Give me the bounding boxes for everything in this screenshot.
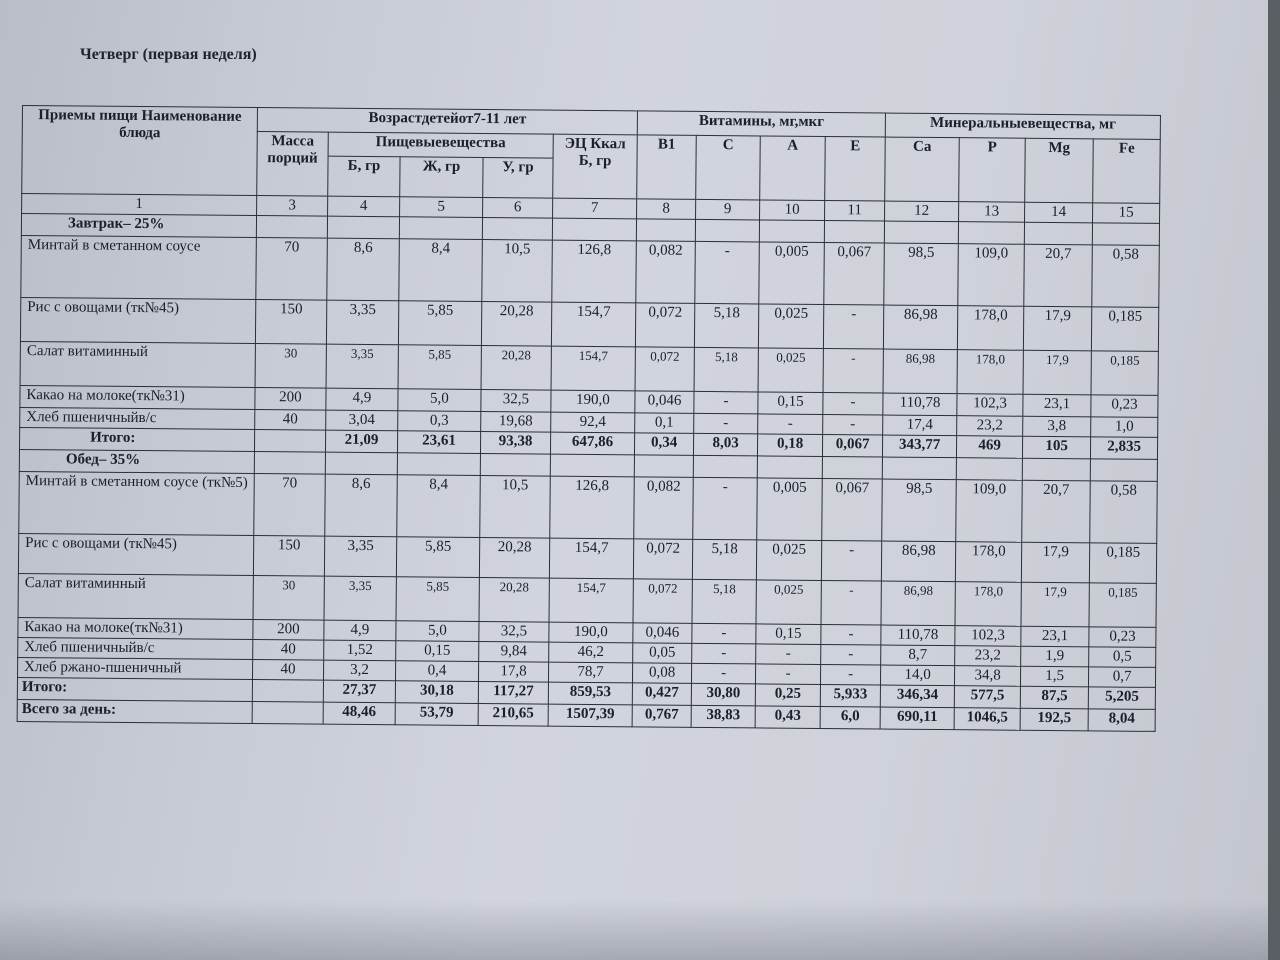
value-cell: 1,52 (324, 640, 396, 661)
dish-name: Салат витаминный (20, 341, 255, 387)
value-cell (252, 680, 323, 703)
dish-name: Минтай в сметанном соусе (21, 235, 257, 299)
empty-cell (327, 216, 399, 239)
value-cell: 200 (255, 388, 326, 411)
value-cell: 5,85 (398, 301, 481, 346)
value-cell: 46,2 (549, 642, 633, 663)
empty-cell (399, 217, 482, 240)
total-label: Итого: (19, 427, 254, 451)
value-cell: - (692, 623, 756, 644)
ca-header: Ca (885, 137, 960, 202)
value-cell: 40 (255, 410, 326, 431)
value-cell: 1046,5 (954, 708, 1020, 731)
value-cell: 8,4 (397, 475, 481, 538)
value-cell: 3,35 (324, 536, 396, 577)
value-cell: 0,185 (1091, 307, 1158, 352)
vitamins-header: Витамины, мг,мкг (637, 111, 885, 137)
value-cell: 0,072 (633, 539, 692, 580)
value-cell: 150 (253, 536, 324, 577)
dish-name: Хлеб пшеничныйв/с (20, 407, 255, 429)
value-cell: - (821, 644, 881, 665)
mg-header: Mg (1025, 138, 1094, 203)
value-cell: 154,7 (551, 302, 635, 347)
value-cell: 154,7 (549, 538, 633, 579)
empty-cell (480, 454, 550, 477)
value-cell: 3,35 (326, 344, 398, 389)
value-cell: 0,082 (636, 241, 696, 304)
value-cell: 0,23 (1089, 627, 1156, 648)
column-index-cell: 12 (885, 201, 959, 222)
dish-name: Салат витаминный (18, 573, 253, 619)
value-cell: 17,9 (1021, 582, 1089, 627)
table-row (21, 235, 1160, 307)
column-index-cell: 8 (637, 199, 696, 220)
value-cell: 10,5 (482, 240, 553, 303)
value-cell: 0,427 (632, 683, 691, 706)
a-header: A (760, 136, 826, 201)
value-cell: 190,0 (549, 622, 633, 643)
value-cell: 5,18 (694, 303, 758, 348)
value-cell: - (756, 664, 821, 685)
value-cell: 30 (255, 344, 326, 389)
value-cell: 23,1 (1023, 394, 1091, 417)
value-cell: 0,082 (634, 477, 694, 540)
value-cell: 98,5 (882, 479, 957, 542)
value-cell: - (692, 663, 756, 684)
value-cell: 0,072 (633, 579, 692, 624)
value-cell: - (821, 624, 881, 645)
value-cell: 105 (1023, 436, 1091, 459)
value-cell: 0,185 (1089, 583, 1156, 628)
meals-header: Приемы пищи Наименование блюда (22, 106, 258, 196)
value-cell: 117,27 (478, 682, 548, 705)
value-cell: 0,046 (635, 391, 694, 414)
column-index-cell: 1 (22, 194, 257, 216)
section-label: Обед– 35% (19, 449, 254, 473)
empty-cell (1090, 459, 1157, 482)
b1-header: B1 (637, 135, 697, 200)
empty-cell (550, 454, 634, 477)
value-cell: 0,185 (1091, 351, 1158, 396)
value-cell: 78,7 (548, 662, 632, 683)
value-cell: 0,005 (757, 478, 823, 541)
menu-table (17, 105, 1161, 732)
value-cell: 0,08 (633, 663, 692, 684)
dish-name: Хлеб пшеничныйв/с (18, 637, 253, 659)
value-cell: 3,35 (324, 576, 396, 621)
value-cell: 53,79 (395, 703, 478, 726)
value-cell: 0,4 (395, 661, 478, 682)
value-cell: 0,25 (755, 684, 820, 707)
value-cell: 1,0 (1091, 417, 1158, 438)
value-cell: 200 (253, 620, 324, 641)
value-cell: 0,046 (633, 623, 692, 644)
value-cell: - (821, 664, 881, 685)
column-index-cell: 3 (257, 196, 328, 217)
value-cell: 40 (253, 640, 324, 661)
value-cell: - (694, 391, 758, 414)
value-cell: 86,98 (881, 581, 955, 626)
total-label: Итого: (17, 677, 252, 701)
value-cell: 190,0 (551, 390, 635, 413)
value-cell: 178,0 (957, 350, 1023, 395)
value-cell: 5,933 (820, 684, 880, 707)
value-cell: 110,78 (883, 393, 957, 416)
zh-header: Ж, гр (400, 157, 483, 198)
value-cell: - (823, 349, 883, 394)
value-cell: 126,8 (552, 240, 637, 303)
value-cell: 109,0 (956, 480, 1023, 543)
value-cell: 0,025 (756, 580, 821, 625)
value-cell: 48,46 (323, 702, 395, 725)
value-cell: 38,83 (691, 705, 755, 728)
column-index-cell: 11 (825, 201, 885, 222)
empty-cell (759, 220, 824, 243)
value-cell: 109,0 (958, 244, 1025, 307)
value-cell: 859,53 (548, 682, 632, 705)
empty-cell (693, 455, 757, 478)
value-cell: 0,185 (1089, 543, 1156, 584)
dish-name: Минтай в сметанном соусе (тк№5) (19, 471, 255, 535)
menu-table-container (17, 105, 1160, 732)
value-cell: 3,2 (323, 660, 395, 681)
value-cell: 0,072 (635, 347, 694, 392)
column-index-cell: 9 (696, 199, 760, 220)
value-cell: 5,0 (396, 621, 479, 642)
empty-cell (552, 218, 636, 241)
value-cell: 0,067 (822, 478, 883, 541)
dish-name: Рис с овощами (тк№45) (18, 533, 253, 575)
value-cell: 8,04 (1088, 709, 1155, 732)
section-label: Завтрак– 25% (21, 214, 256, 238)
column-index-cell: 4 (328, 196, 400, 217)
total-label: Всего за день: (17, 699, 252, 723)
empty-cell (325, 452, 397, 475)
value-cell: 192,5 (1020, 708, 1088, 731)
empty-cell (822, 456, 882, 479)
value-cell: 87,5 (1020, 686, 1088, 709)
value-cell: - (821, 540, 881, 581)
value-cell: 93,38 (480, 432, 550, 455)
value-cell: 0,43 (755, 706, 820, 729)
value-cell: 17,9 (1023, 306, 1091, 351)
value-cell (252, 702, 323, 725)
column-index-cell: 6 (483, 198, 553, 219)
value-cell (254, 430, 325, 453)
value-cell: 0,025 (758, 304, 823, 349)
value-cell: 5,0 (398, 389, 481, 412)
value-cell: 1507,39 (548, 704, 632, 727)
value-cell: 150 (255, 300, 326, 345)
value-cell: 3,04 (326, 410, 398, 431)
empty-cell (397, 453, 480, 476)
value-cell: 23,2 (957, 416, 1023, 437)
value-cell: 14,0 (881, 665, 955, 686)
column-index-cell: 10 (760, 200, 825, 221)
table-row (19, 471, 1158, 543)
value-cell: 178,0 (955, 542, 1021, 583)
value-cell: 98,5 (884, 243, 959, 306)
empty-cell (757, 456, 822, 479)
minerals-header: Минеральныевещества, мг (885, 113, 1160, 139)
empty-cell (884, 221, 958, 244)
value-cell: 23,1 (1021, 626, 1089, 647)
empty-cell (695, 219, 759, 242)
value-cell: 210,65 (478, 704, 548, 727)
value-cell: 20,28 (481, 302, 551, 347)
empty-cell (482, 218, 552, 241)
value-cell: 86,98 (883, 349, 957, 394)
value-cell: 0,3 (398, 411, 481, 432)
empty-cell (1022, 458, 1090, 481)
empty-cell (1092, 223, 1159, 246)
dish-name: Какао на молоке(тк№31) (20, 385, 255, 409)
value-cell: 0,05 (633, 643, 692, 664)
empty-cell (254, 452, 325, 475)
value-cell: 5,85 (396, 537, 479, 578)
value-cell: 70 (256, 238, 328, 301)
dish-name: Хлеб ржано-пшеничный (18, 657, 253, 679)
value-cell: - (823, 415, 883, 436)
value-cell: 8,6 (327, 238, 400, 301)
value-cell: 3,35 (326, 300, 398, 345)
value-cell: 20,28 (479, 538, 549, 579)
value-cell: 5,18 (692, 539, 756, 580)
value-cell: 1,5 (1021, 666, 1089, 687)
age-group-header: Возрастдетейот7-11 лет (257, 108, 637, 135)
value-cell: - (758, 414, 823, 435)
value-cell: 0,025 (756, 540, 821, 581)
value-cell: 30,18 (395, 681, 478, 704)
value-cell: 5,18 (694, 347, 758, 392)
value-cell: 4,9 (326, 388, 398, 411)
value-cell: 23,2 (955, 646, 1021, 667)
value-cell: 19,68 (481, 412, 551, 433)
column-index-cell: 13 (959, 202, 1025, 223)
value-cell: 346,34 (880, 685, 954, 708)
value-cell: 40 (252, 660, 323, 681)
value-cell: 154,7 (551, 346, 635, 391)
value-cell: 0,5 (1089, 647, 1156, 668)
empty-cell (1024, 222, 1092, 245)
value-cell: 0,15 (396, 641, 479, 662)
value-cell: 2,835 (1091, 437, 1158, 460)
dish-name: Рис с овощами (тк№45) (20, 297, 255, 343)
value-cell: 5,205 (1088, 687, 1155, 710)
value-cell: 0,067 (824, 243, 885, 306)
c-header: C (696, 135, 761, 200)
value-cell: 30 (253, 576, 324, 621)
value-cell: 27,37 (323, 680, 395, 703)
empty-cell (958, 222, 1024, 245)
b-header: Б, гр (328, 156, 400, 197)
value-cell: 577,5 (954, 686, 1020, 709)
value-cell: 0,1 (635, 413, 694, 434)
value-cell: - (692, 643, 756, 664)
value-cell: 178,0 (957, 306, 1023, 351)
value-cell: 647,86 (550, 432, 634, 455)
value-cell: - (693, 477, 758, 540)
value-cell: 0,15 (756, 624, 821, 645)
value-cell: 8,6 (325, 474, 398, 537)
value-cell: 6,0 (820, 706, 880, 729)
value-cell: 126,8 (550, 476, 635, 539)
value-cell: 0,072 (635, 303, 694, 348)
p-header: P (959, 138, 1026, 203)
column-index-cell: 7 (553, 198, 637, 219)
empty-cell (882, 457, 956, 480)
value-cell: 0,58 (1092, 245, 1160, 308)
fe-header: Fe (1093, 139, 1161, 204)
value-cell: 0,025 (758, 348, 823, 393)
value-cell: - (821, 580, 881, 625)
empty-cell (256, 216, 327, 239)
empty-cell (824, 221, 884, 244)
value-cell: 20,7 (1024, 244, 1093, 307)
empty-cell (636, 219, 695, 242)
value-cell: 5,18 (692, 579, 756, 624)
ec-header: ЭЦ Ккал Б, гр (553, 134, 638, 199)
value-cell: 0,7 (1089, 667, 1156, 688)
value-cell: 20,7 (1022, 480, 1091, 543)
value-cell: - (756, 644, 821, 665)
page-title: Четверг (первая неделя) (80, 46, 257, 63)
value-cell: 0,15 (758, 392, 823, 415)
nutrients-header: Пищевыевещества (328, 132, 553, 158)
table-body (17, 214, 1160, 732)
paper-shadow (0, 900, 1268, 960)
value-cell: 32,5 (479, 622, 549, 643)
value-cell: 92,4 (551, 412, 635, 433)
value-cell: 23,61 (397, 431, 480, 454)
value-cell: 86,98 (883, 305, 957, 350)
empty-cell (956, 458, 1022, 481)
value-cell: 17,9 (1023, 350, 1091, 395)
value-cell: 0,18 (758, 434, 823, 457)
value-cell: 8,03 (694, 433, 758, 456)
value-cell: - (823, 305, 883, 350)
column-index-cell: 14 (1025, 202, 1093, 223)
value-cell: 4,9 (324, 620, 396, 641)
value-cell: 9,84 (479, 642, 549, 663)
value-cell: 0,767 (632, 705, 691, 728)
value-cell: 20,28 (479, 578, 549, 623)
value-cell: 17,8 (478, 662, 548, 683)
value-cell: 110,78 (881, 625, 955, 646)
e-header: E (825, 137, 886, 202)
value-cell: - (823, 393, 883, 416)
value-cell: 21,09 (325, 430, 397, 453)
value-cell: 32,5 (481, 390, 551, 413)
value-cell: 8,4 (399, 239, 483, 302)
value-cell: 0,23 (1091, 395, 1158, 418)
value-cell: 30,80 (691, 683, 755, 706)
value-cell: 690,11 (880, 707, 954, 730)
dish-name: Какао на молоке(тк№31) (18, 617, 253, 639)
column-index-cell: 15 (1093, 203, 1160, 224)
value-cell: 102,3 (957, 394, 1023, 417)
value-cell: 0,067 (823, 434, 883, 457)
value-cell: 86,98 (881, 541, 955, 582)
value-cell: 102,3 (955, 626, 1021, 647)
value-cell: 17,4 (883, 415, 957, 436)
value-cell: 5,85 (398, 345, 481, 390)
value-cell: 5,85 (396, 577, 479, 622)
value-cell: 70 (254, 474, 326, 537)
value-cell: - (694, 413, 758, 434)
value-cell: 0,005 (759, 242, 825, 305)
value-cell: 0,58 (1090, 481, 1158, 544)
value-cell: 8,7 (881, 645, 955, 666)
value-cell: 1,9 (1021, 646, 1089, 667)
mass-header: Масса порций (257, 132, 329, 197)
value-cell: 3,8 (1023, 416, 1091, 437)
value-cell: 0,34 (635, 433, 694, 456)
value-cell: 10,5 (480, 476, 551, 539)
u-header: У, гр (483, 158, 553, 199)
value-cell: 34,8 (955, 666, 1021, 687)
value-cell: 17,9 (1021, 542, 1089, 583)
empty-cell (634, 455, 693, 478)
value-cell: 20,28 (481, 346, 551, 391)
value-cell: 469 (957, 436, 1023, 459)
value-cell: 154,7 (549, 578, 633, 623)
column-index-cell: 5 (400, 197, 483, 218)
value-cell: 178,0 (955, 582, 1021, 627)
value-cell: - (695, 241, 760, 304)
value-cell: 343,77 (883, 435, 957, 458)
